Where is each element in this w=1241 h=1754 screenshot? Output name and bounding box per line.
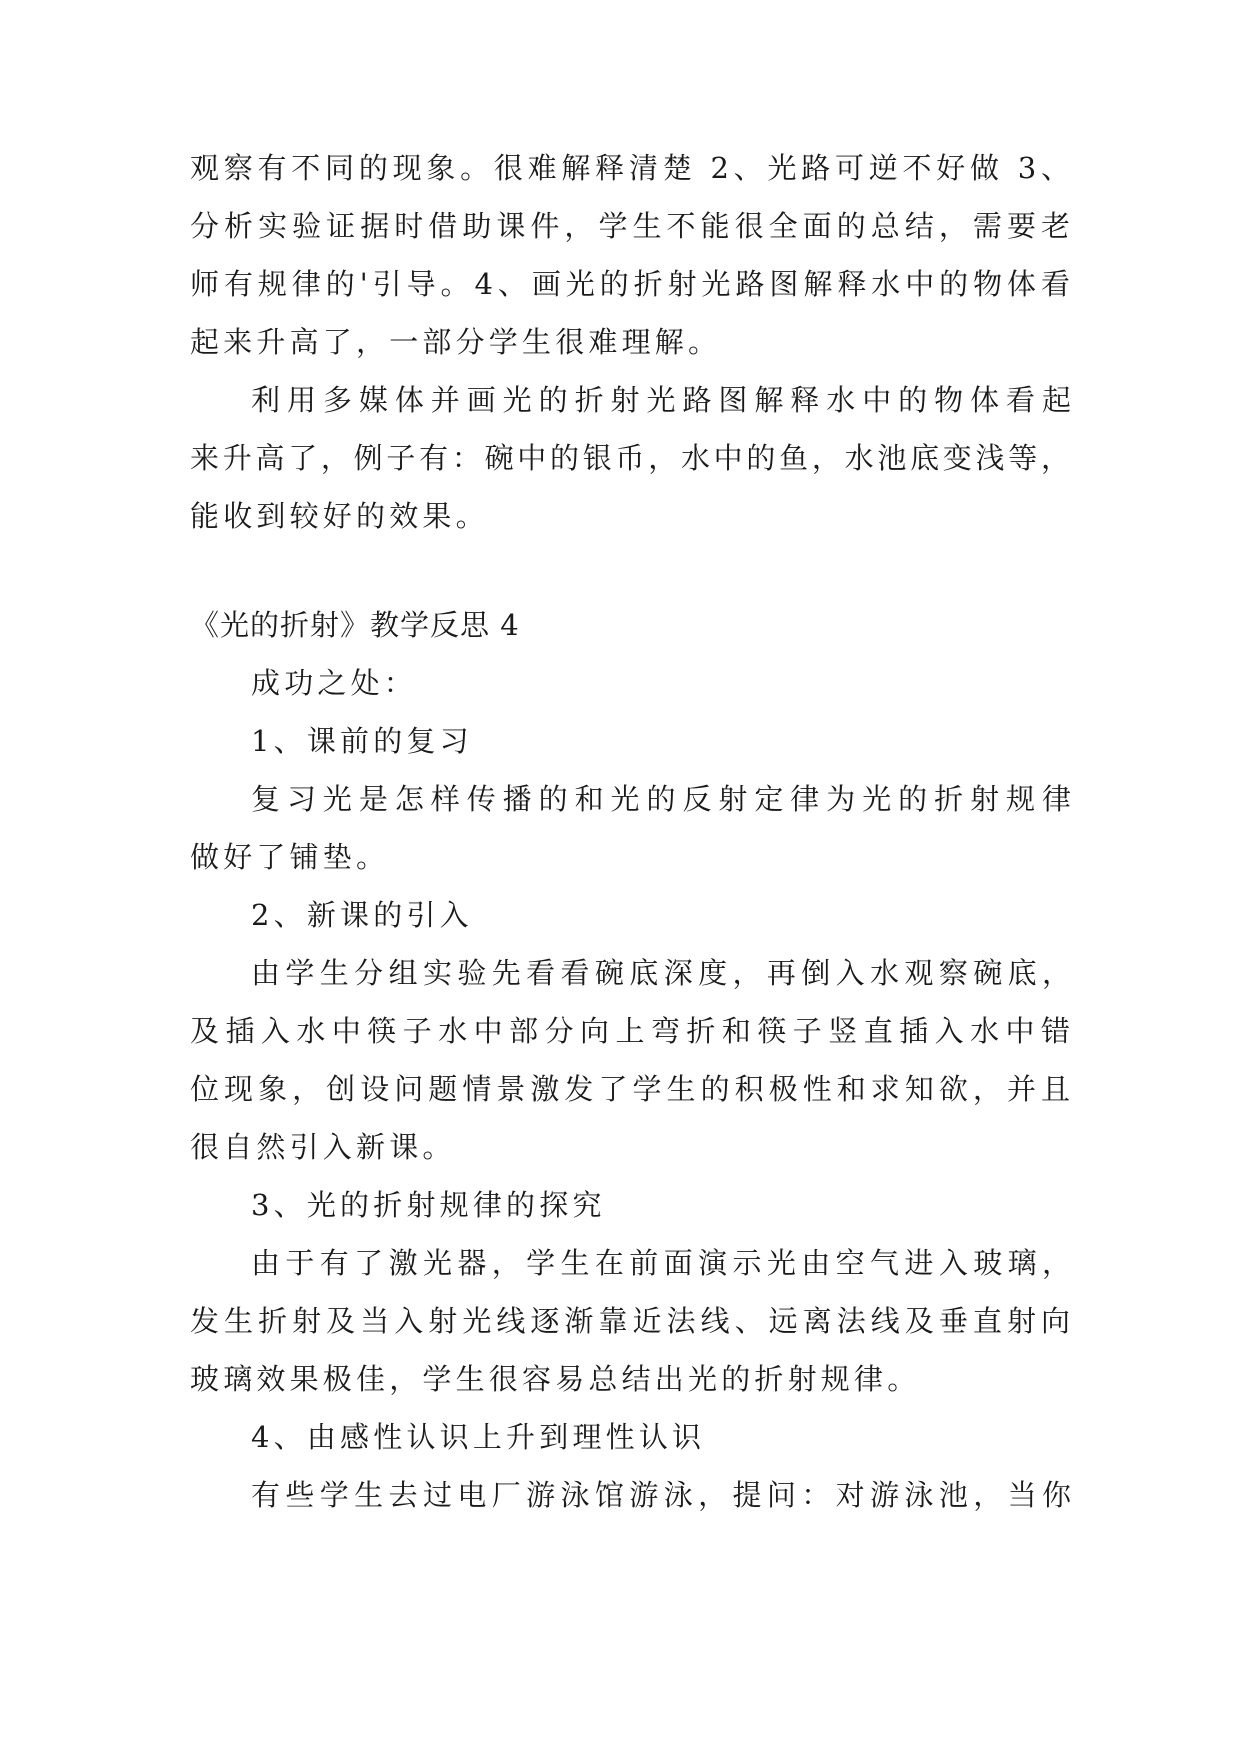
paragraph-line: 成功之处： (251, 666, 418, 700)
paragraph-line: 复习光是怎样传播的和光的反射定律为光的折射规律 (251, 782, 1071, 816)
paragraph-line: 师有规律的'引导。4、画光的折射光路图解释水中的物体看 (190, 267, 1070, 301)
paragraph-line: 发生折射及当入射光线逐渐靠近法线、远离法线及垂直射向 (190, 1304, 1070, 1338)
paragraph-line: 及插入水中筷子水中部分向上弯折和筷子竖直插入水中错 (190, 1014, 1070, 1048)
paragraph-line: 有些学生去过电厂游泳馆游泳，提问：对游泳池，当你 (251, 1478, 1071, 1512)
paragraph-line: 利用多媒体并画光的折射光路图解释水中的物体看起 (251, 383, 1071, 417)
paragraph-line: 来升高了，例子有：碗中的银币，水中的鱼，水池底变浅等， (190, 441, 1070, 475)
list-heading: 2、新课的引入 (251, 898, 473, 932)
paragraph-line: 观察有不同的现象。很难解释清楚 2、光路可逆不好做 3、 (190, 151, 1070, 185)
paragraph-line: 玻璃效果极佳，学生很容易总结出光的折射规律。 (190, 1362, 921, 1396)
paragraph-line: 起来升高了，一部分学生很难理解。 (190, 325, 722, 359)
list-heading: 1、课前的复习 (251, 724, 473, 758)
paragraph-line: 由学生分组实验先看看碗底深度，再倒入水观察碗底， (251, 956, 1071, 990)
paragraph-line: 分析实验证据时借助课件，学生不能很全面的总结，需要老 (190, 209, 1070, 243)
paragraph-line: 由于有了激光器，学生在前面演示光由空气进入玻璃， (251, 1246, 1071, 1280)
paragraph-line: 能收到较好的效果。 (190, 499, 489, 533)
paragraph-line: 做好了铺垫。 (190, 840, 390, 874)
paragraph-line: 位现象，创设问题情景激发了学生的积极性和求知欲，并且 (190, 1072, 1070, 1106)
list-heading: 3、光的折射规律的探究 (251, 1188, 606, 1222)
list-heading: 4、由感性认识上升到理性认识 (251, 1420, 706, 1454)
section-title: 《光的折射》教学反思 4 (190, 608, 520, 642)
paragraph-line: 很自然引入新课。 (190, 1130, 456, 1164)
